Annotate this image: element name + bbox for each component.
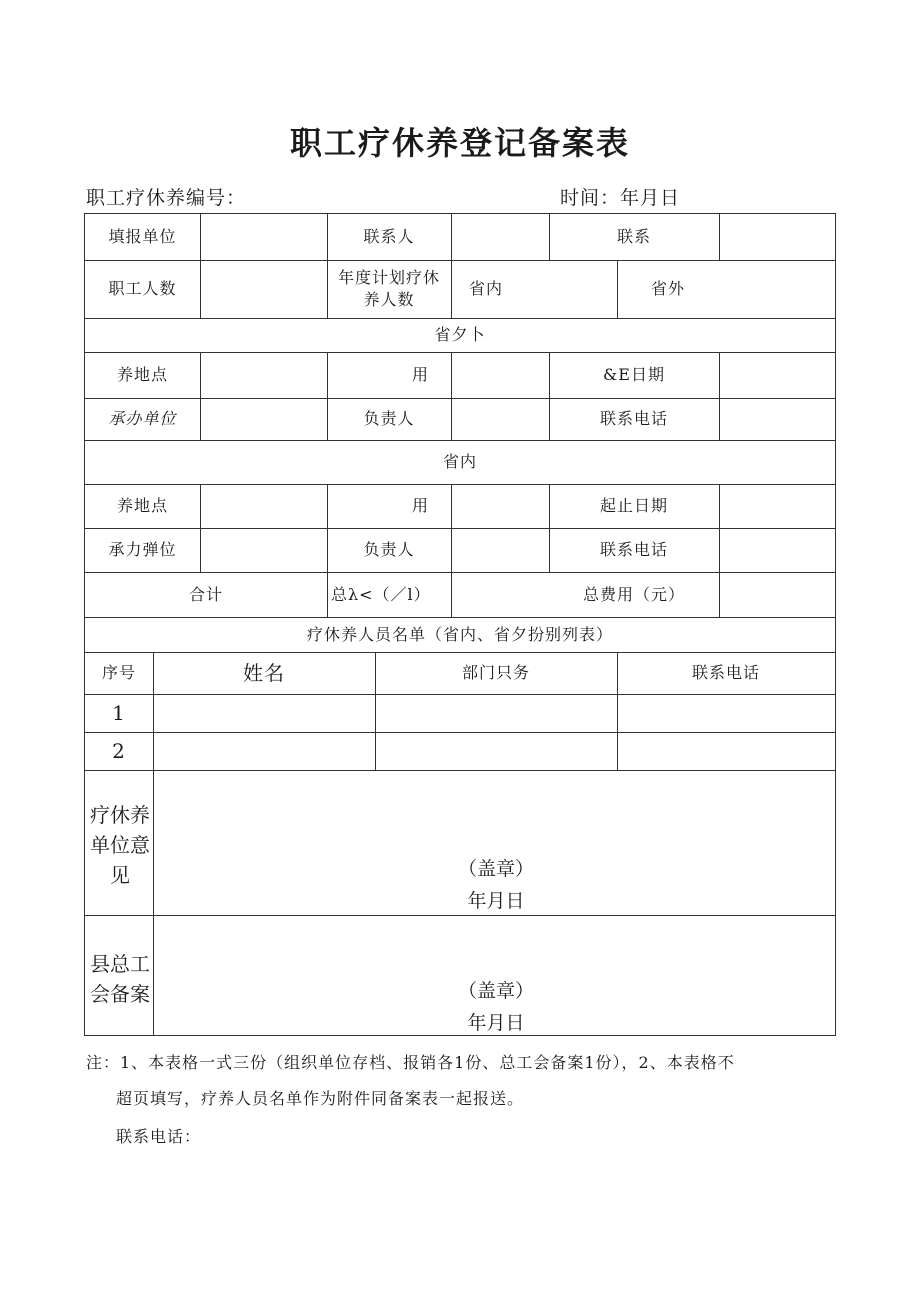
contact-phone-note: 联系电话：	[116, 1127, 202, 1146]
expense-label: 用	[411, 496, 429, 516]
col-divider	[719, 214, 720, 260]
date-range-label: &E日期	[603, 365, 665, 385]
col-divider	[719, 352, 720, 440]
contact-person-label: 联系人	[363, 227, 415, 247]
filing-unit-label: 填报单位	[108, 227, 177, 247]
col-divider	[451, 572, 452, 617]
col-divider	[327, 260, 328, 318]
note-line-1: 注：1、本表格一式三份（组织单位存档、报销各1份、总工会备案1份），2、本表格不	[86, 1053, 735, 1072]
record-date: 年月日	[467, 1012, 525, 1034]
col-divider	[451, 484, 452, 572]
annual-plan-label: 年度计划疗休养人数	[337, 268, 440, 309]
col-divider	[719, 572, 720, 617]
seq-column-header: 序号	[101, 663, 136, 683]
note-line-2: 超页填写，疗养人员名单作为附件同备案表一起报送。	[116, 1089, 525, 1108]
row-divider	[85, 732, 835, 733]
staff-count-label: 职工人数	[108, 279, 177, 299]
col-divider	[200, 260, 201, 318]
date-range-label: 起止日期	[599, 496, 668, 516]
col-divider	[451, 352, 452, 440]
unit-opinion-label-text: 疗休养单位意见	[90, 803, 150, 887]
total-cost-label: 总费用（元）	[582, 584, 685, 604]
destination-label: 养地点	[116, 365, 168, 385]
contact-phone-label: 联系电话	[599, 409, 668, 429]
destination-label: 养地点	[116, 496, 168, 516]
col-divider	[200, 352, 201, 440]
list-row-seq: 1	[112, 700, 126, 725]
contact-phone-label: 联系电话	[599, 540, 668, 560]
col-divider	[719, 484, 720, 572]
department-column-header: 部门只务	[461, 663, 530, 683]
person-in-charge-label: 负责人	[363, 409, 415, 429]
organizer-label: 承力弹位	[108, 540, 177, 560]
row-divider	[85, 770, 835, 771]
in-province-section-heading: 省内	[442, 452, 477, 472]
row-divider	[85, 915, 835, 916]
name-column-header: 姓名	[243, 660, 285, 685]
registration-number-label: 职工疗休养编号：	[86, 187, 247, 209]
person-in-charge-label: 负责人	[363, 540, 415, 560]
in-province-count-label: 省内	[468, 279, 503, 299]
date-label: 时间：年月日	[560, 187, 681, 209]
organizer-label: 承办单位	[108, 409, 177, 429]
phone-column-header: 联系电话	[691, 663, 760, 683]
out-province-section-heading: 省夕卜	[434, 325, 486, 345]
col-divider	[200, 214, 201, 260]
union-record-label	[85, 949, 155, 1009]
row-divider	[85, 694, 835, 695]
registration-form-table	[84, 213, 836, 1036]
page-title: 职工疗休养登记备案表	[289, 124, 630, 162]
list-row-seq: 2	[112, 738, 126, 763]
out-province-count-label: 省外	[650, 279, 685, 299]
union-record-label-text: 县总工会备案	[90, 952, 150, 1006]
record-seal: （盖章）	[457, 980, 534, 1002]
expense-label: 用	[411, 365, 429, 385]
opinion-date: 年月日	[467, 890, 525, 912]
col-divider	[200, 484, 201, 572]
participant-list-title: 疗休养人员名单（省内、省夕扮别列表）	[306, 624, 613, 644]
total-people-label: 总λ<（／l）	[331, 584, 431, 604]
opinion-seal: （盖章）	[457, 858, 534, 880]
contact-label: 联系	[616, 227, 651, 247]
col-divider	[451, 214, 452, 260]
total-label: 合计	[188, 584, 223, 604]
unit-opinion-label	[85, 800, 155, 890]
